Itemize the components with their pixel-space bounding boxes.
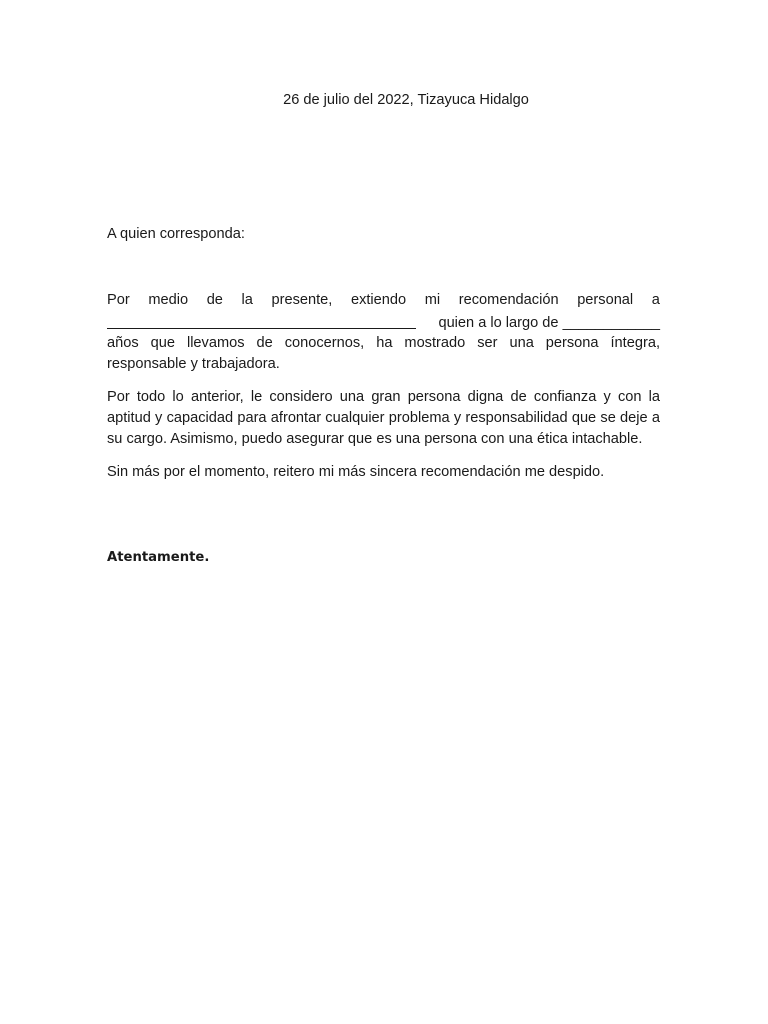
word: mi [424,292,441,308]
word: de [206,292,223,308]
word: a [651,292,660,308]
paragraph-qualities: Por todo lo anterior, le considero una gran persona digna de confianza y con la aptitud y capacidad para afrontar cualquier problema y responsabilidad que se deje a su cargo. Asimismo, puedo asegurar que es una persona con una ética intachable. [107,389,660,447]
name-blank-line [107,313,416,329]
word: extiendo [350,292,407,308]
word: recomendación [458,292,559,308]
closing-signoff: Atentamente. [107,550,210,565]
word: medio [148,292,189,308]
paragraph-farewell: Sin más por el momento, reitero mi más sincera recomendación me despido. [107,464,605,481]
word: presente, [271,292,333,308]
word: la [241,292,253,308]
salutation: A quien corresponda: [107,226,245,242]
paragraph-text: años que llevamos de conocernos, ha mostrado ser una persona íntegra, responsable y trabajadora. [107,335,660,372]
date-place-line: 26 de julio del 2022, Tizayuca Hidalgo [283,92,529,108]
paragraph-line [107,290,660,311]
letter-body [107,290,660,496]
paragraph-line [107,311,660,334]
paragraph-recommendation [107,290,660,374]
years-text: quien a lo largo de ____________ [438,314,660,331]
word: personal [577,292,634,308]
word: Por [107,292,130,308]
